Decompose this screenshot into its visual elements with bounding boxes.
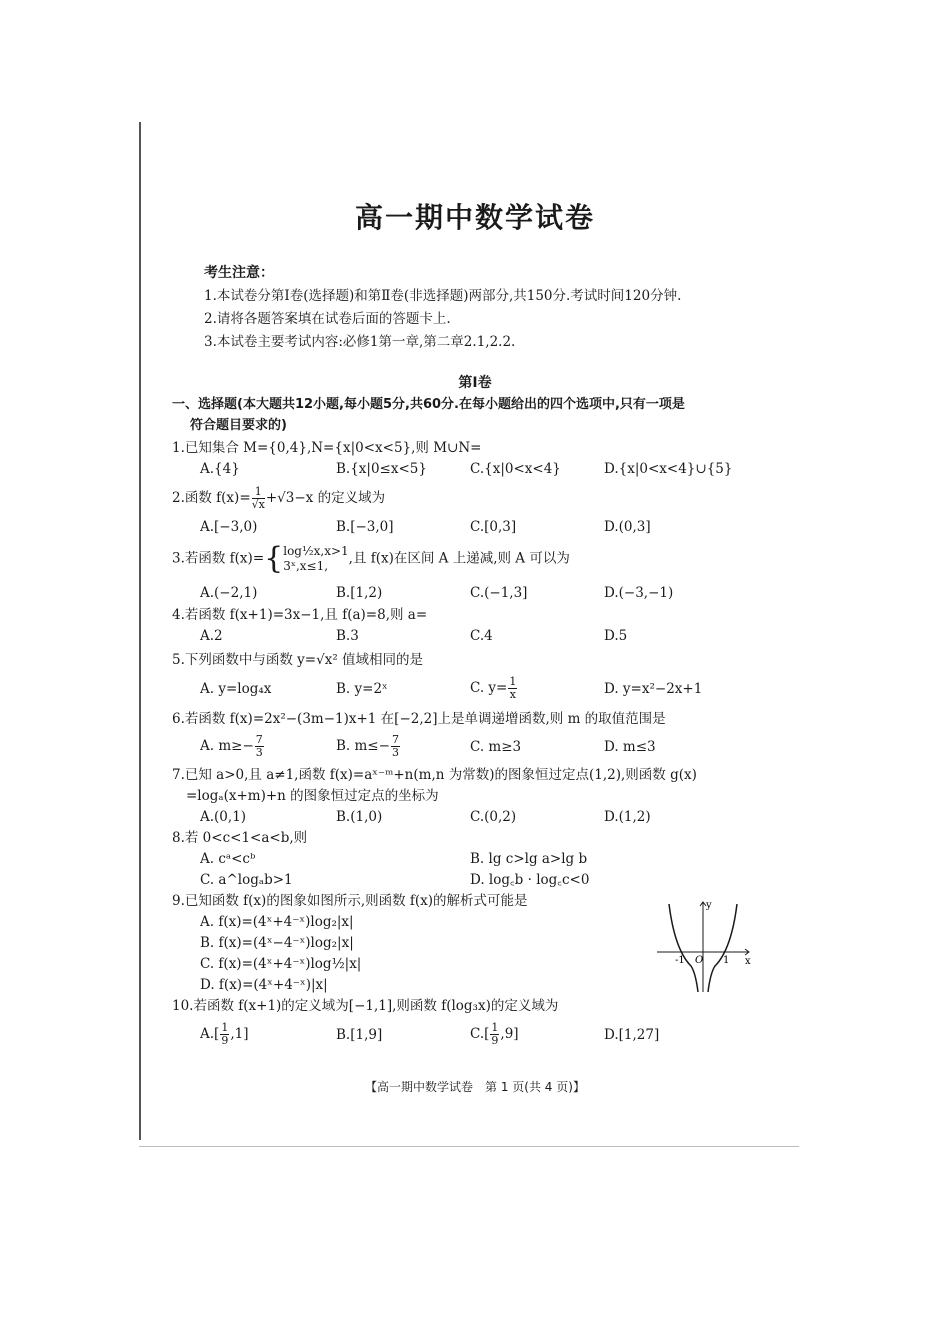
q10-c-pre: C.[ [470,1026,490,1042]
q5-c-num: 1 [509,675,517,688]
notice-item-1: 1.本试卷分第Ⅰ卷(选择题)和第Ⅱ卷(非选择题)两部分,共150分.考试时间120分钟. [204,288,682,304]
q1-option-b: B.{x|0≤x<5} [336,461,427,477]
q10-option-b: B.[1,9] [336,1027,383,1043]
q8-option-c: C. a^logₐb>1 [200,872,293,888]
q2-fraction [252,486,265,511]
q7-option-c: C.(0,2) [470,809,517,825]
q5-option-d: D. y=x²−2x+1 [604,681,703,697]
q8-stem: 8.若 0<c<1<a<b,则 [172,830,308,846]
q3-piece-2: 3ˣ,x≤1, [283,559,329,573]
q5-option-b: B. y=2ˣ [336,681,388,697]
part-heading-line-2: 符合题目要求的) [190,418,287,433]
q9-option-a: A. f(x)=(4ˣ+4⁻ˣ)log₂|x| [200,914,354,930]
q2-option-b: B.[−3,0] [336,519,394,535]
q6-a-den: 3 [255,746,263,759]
q6-option-b [336,734,401,759]
q10-c-num: 1 [491,1021,499,1034]
y-axis-label: y [706,900,712,911]
q5-option-c-fraction [508,676,517,701]
q9-function-graph [655,896,755,996]
q6-b-den: 3 [391,746,399,759]
tick-pos-one: 1 [723,955,730,966]
q2-option-a: A.[−3,0) [200,519,258,535]
q6-a-num: 7 [255,733,263,746]
page-title: 高一期中数学试卷 [354,201,595,234]
q4-option-a: A.2 [200,628,223,644]
q6-b-fraction [391,734,400,759]
q4-option-b: B.3 [336,628,359,644]
q6-option-a [200,734,265,759]
q3-piecewise [283,544,348,574]
page-footer: 【高一期中数学试卷 第 1 页(共 4 页)】 [365,1080,585,1094]
section-title: 第Ⅰ卷 [458,375,492,391]
q2-frac-num: 1 [252,486,265,499]
q7-option-a: A.(0,1) [200,809,247,825]
q1-option-d: D.{x|0<x<4}∪{5} [604,461,733,477]
q10-a-post: ,1] [230,1026,249,1042]
q6-b-pre: B. m≤− [336,738,390,754]
q10-c-post: ,9] [500,1026,519,1042]
q6-stem: 6.若函数 f(x)=2x²−(3m−1)x+1 在[−2,2]上是单调递增函数,则 m 的取值范围是 [172,711,666,727]
notice-heading: 考生注意： [204,265,274,281]
q5-option-c [470,676,518,701]
x-axis-label: x [745,956,751,967]
q7-stem-line-2: =logₐ(x+m)+n 的图象恒过定点的坐标为 [186,788,439,804]
left-curve-branch [669,904,698,992]
scan-border-bottom [139,1146,799,1147]
q10-a-fraction [220,1022,229,1047]
q7-option-b: B.(1,0) [336,809,383,825]
q10-option-c [470,1022,519,1047]
q8-option-d: D. log꜀b · log꜀c<0 [470,872,590,888]
q8-option-b: B. lg c>lg a>lg b [470,851,588,867]
q3-piece-1: log½x,x>1 [283,544,349,558]
tick-neg-one: -1 [675,955,685,966]
q1-stem: 1.已知集合 M={0,4},N={x|0<x<5},则 M∪N= [172,440,482,456]
q6-a-fraction [255,734,264,759]
q3-stem-pre: 3.若函数 f(x)= [172,550,265,567]
q1-option-c: C.{x|0<x<4} [470,461,561,477]
q10-c-fraction [490,1022,499,1047]
q2-stem [172,486,385,511]
q7-option-d: D.(1,2) [604,809,651,825]
q2-option-c: C.[0,3] [470,519,517,535]
q6-option-d: D. m≤3 [604,739,656,755]
q6-option-c: C. m≥3 [470,739,522,755]
q10-option-d: D.[1,27] [604,1027,660,1043]
notice-item-2: 2.请将各题答案填在试卷后面的答题卡上. [204,311,451,327]
q10-stem: 10.若函数 f(x+1)的定义域为[−1,1],则函数 f(log₃x)的定义域为 [172,998,559,1014]
q1-option-a: A.{4} [200,461,240,477]
q3-brace: { [264,541,284,576]
q10-option-a [200,1022,248,1047]
q2-stem-pre: 2.函数 f(x)= [172,490,251,506]
q5-option-c-pre: C. y= [470,680,508,696]
q5-option-a: A. y=log₄x [200,681,272,697]
q3-option-b: B.[1,2) [336,585,383,601]
q8-option-a: A. cᵃ<cᵇ [200,851,256,867]
origin-label: O [695,955,704,966]
q4-option-c: C.4 [470,628,493,644]
q3-option-c: C.(−1,3] [470,585,528,601]
q9-option-d: D. f(x)=(4ˣ+4⁻ˣ)|x| [200,977,328,993]
q10-a-den: 9 [221,1034,229,1047]
q2-option-d: D.(0,3] [604,519,651,535]
notice-item-3: 3.本试卷主要考试内容:必修1第一章,第二章2.1,2.2. [204,334,516,350]
q4-option-d: D.5 [604,628,628,644]
q10-a-pre: A.[ [200,1026,220,1042]
q5-c-den: x [509,688,516,701]
q3-option-d: D.(−3,−1) [604,585,674,601]
q10-c-den: 9 [491,1034,499,1047]
q9-stem: 9.已知函数 f(x)的图象如图所示,则函数 f(x)的解析式可能是 [172,893,528,909]
scan-border-left [139,122,141,1140]
q3-option-a: A.(−2,1) [200,585,258,601]
q4-stem: 4.若函数 f(x+1)=3x−1,且 f(a)=8,则 a= [172,607,428,623]
right-curve-branch [708,904,737,992]
q6-a-pre: A. m≥− [200,738,254,754]
q5-stem: 5.下列函数中与函数 y=√x² 值域相同的是 [172,652,424,668]
q9-option-c: C. f(x)=(4ˣ+4⁻ˣ)log½|x| [200,956,362,972]
q2-stem-post: +√3−x 的定义域为 [265,490,386,506]
q6-b-num: 7 [391,733,399,746]
q9-option-b: B. f(x)=(4ˣ−4⁻ˣ)log₂|x| [200,935,354,951]
q7-stem-line-1: 7.已知 a>0,且 a≠1,函数 f(x)=aˣ⁻ᵐ+n(m,n 为常数)的图象恒过定点(1,2),则函数 g(x) [172,767,697,783]
q3-stem-post: ,且 f(x)在区间 A 上递减,则 A 可以为 [348,550,570,567]
q10-a-num: 1 [221,1021,229,1034]
q2-frac-den: √x [251,498,265,511]
part-heading-line-1: 一、选择题(本大题共12小题,每小题5分,共60分.在每小题给出的四个选项中,只有一项是 [172,397,685,412]
q3-stem [172,541,570,576]
